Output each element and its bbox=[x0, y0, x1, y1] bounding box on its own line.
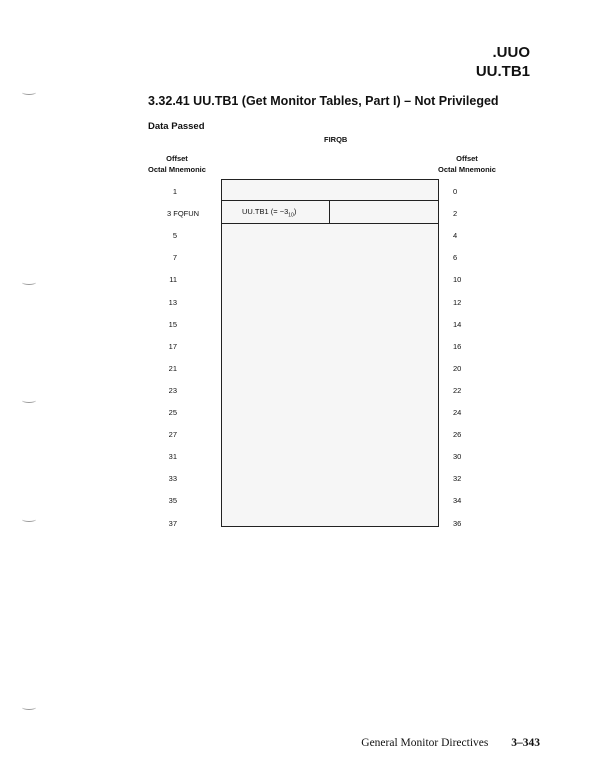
right-offset-label: 24 bbox=[453, 408, 462, 417]
right-offset-label: 14 bbox=[453, 319, 462, 329]
right-column-header bbox=[438, 153, 496, 175]
left-offset-label: 3 FQFUN bbox=[167, 209, 200, 219]
right-offset-label: 22 bbox=[453, 385, 462, 395]
margin-mark bbox=[22, 280, 36, 285]
margin-mark bbox=[22, 705, 36, 710]
firqb-table bbox=[221, 179, 439, 527]
right-offset-label: 10 bbox=[453, 275, 462, 285]
left-offset-label: 23 bbox=[168, 385, 177, 395]
left-offset-label: 33 bbox=[168, 474, 177, 484]
left-offset-label: 21 bbox=[168, 363, 177, 373]
margin-mark bbox=[22, 398, 36, 403]
page-footer bbox=[361, 737, 540, 749]
right-offset-label: 6 bbox=[453, 253, 458, 263]
right-offset-label: 2 bbox=[453, 209, 458, 219]
section-title: 3.32.41 UU.TB1 (Get Monitor Tables, Part I) – Not Privileged bbox=[148, 94, 499, 108]
left-offset-label: 5 bbox=[172, 231, 177, 241]
left-offset-label: 11 bbox=[169, 275, 177, 285]
left-offset-label: 15 bbox=[168, 319, 177, 329]
right-offset-label: 26 bbox=[453, 430, 462, 440]
right-offset-label: 30 bbox=[453, 452, 462, 462]
left-offset-label: 17 bbox=[168, 341, 177, 351]
left-offset-label: 13 bbox=[168, 297, 177, 307]
right-header-offset: Offset bbox=[456, 154, 478, 163]
right-offset-label: 4 bbox=[453, 231, 458, 241]
left-offset-label: 1 bbox=[172, 187, 177, 196]
cell-divider bbox=[329, 200, 330, 223]
left-offset-label: 31 bbox=[168, 452, 177, 462]
left-offset-label: 7 bbox=[172, 253, 177, 263]
right-offset-label: 0 bbox=[453, 187, 458, 196]
footer-section-name: General Monitor Directives bbox=[361, 737, 489, 749]
header-subfunction: UU.TB1 bbox=[475, 63, 530, 80]
row-divider bbox=[222, 200, 438, 201]
left-offset-label: 25 bbox=[168, 408, 177, 417]
margin-mark bbox=[22, 90, 36, 95]
left-offset-label: 27 bbox=[168, 430, 177, 440]
right-header-mnemonic: Octal Mnemonic bbox=[438, 165, 496, 174]
left-offset-label: 35 bbox=[168, 496, 177, 506]
data-passed-label: Data Passed bbox=[148, 121, 205, 132]
fqfun-cell-label: UU.TB1 (= $-3_{10}$) bbox=[242, 207, 297, 219]
page-number: 3–343 bbox=[511, 737, 540, 749]
right-offset-label: 16 bbox=[453, 341, 462, 351]
margin-mark bbox=[22, 517, 36, 522]
right-offset-label: 36 bbox=[453, 518, 462, 528]
left-column-header bbox=[148, 153, 206, 175]
left-header-offset: Offset bbox=[166, 154, 188, 163]
header-function-code: .UUO bbox=[492, 44, 530, 61]
row-divider bbox=[222, 223, 438, 224]
right-offset-label: 20 bbox=[453, 363, 462, 373]
right-offset-label: 12 bbox=[453, 297, 462, 307]
left-offset-label: 37 bbox=[168, 518, 177, 528]
right-offset-label: 32 bbox=[453, 474, 462, 484]
block-name: FIRQB bbox=[324, 135, 348, 144]
right-offset-label: 34 bbox=[453, 496, 462, 506]
left-header-mnemonic: Octal Mnemonic bbox=[148, 165, 206, 174]
